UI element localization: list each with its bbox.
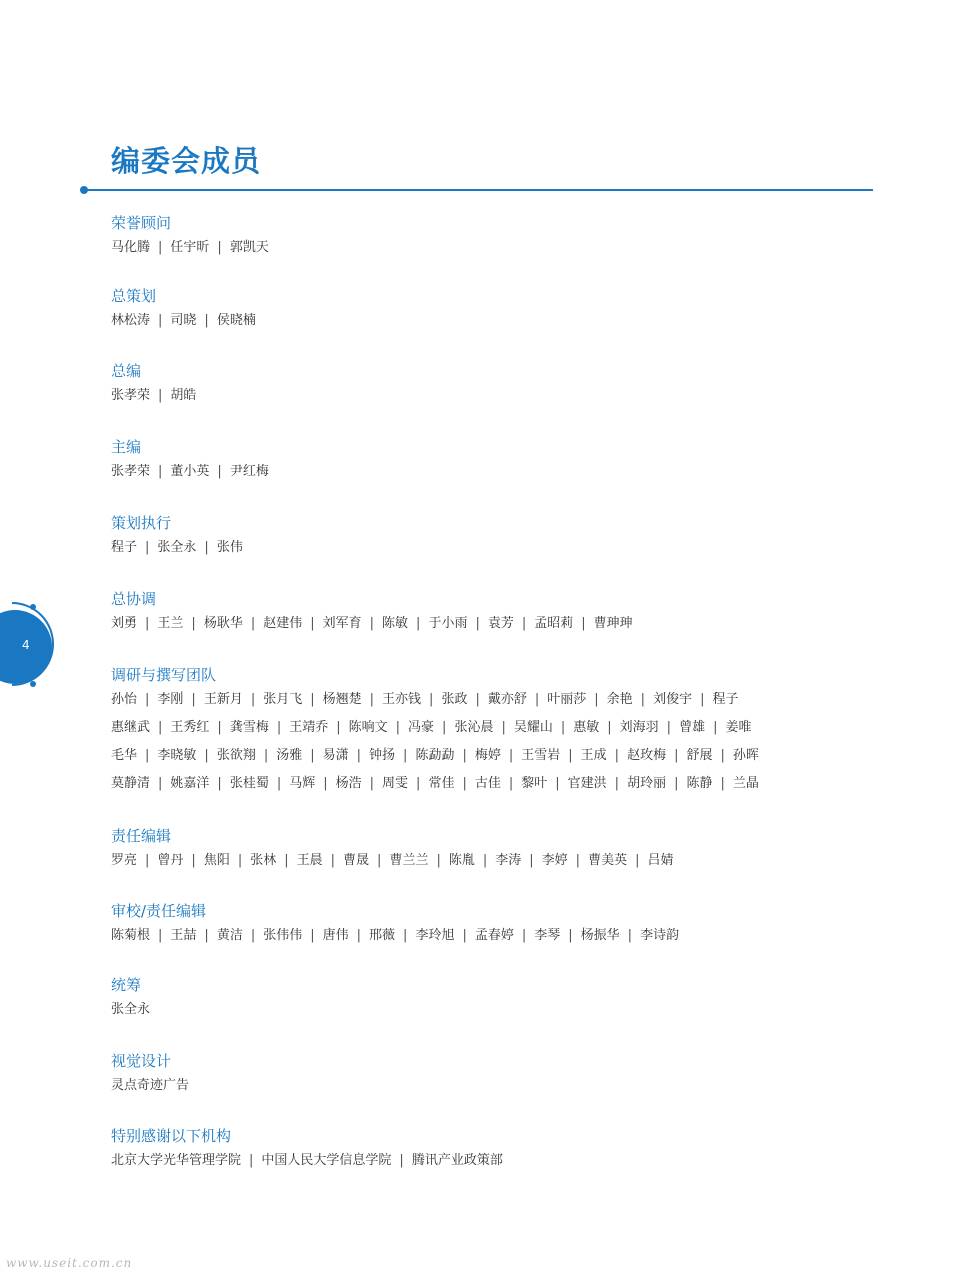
- member-name: 腾讯产业政策部: [411, 1153, 503, 1168]
- member-name: 李琴: [534, 928, 561, 943]
- name-separator: |: [568, 928, 573, 943]
- member-name: 任宇昕: [170, 240, 210, 255]
- name-separator: |: [403, 748, 408, 763]
- member-name: 曾雄: [679, 720, 706, 735]
- member-name: 张伟: [216, 540, 243, 555]
- member-name: 王兰: [157, 616, 184, 631]
- name-separator: |: [158, 928, 163, 943]
- member-name: 刘军育: [322, 616, 362, 631]
- member-name: 张政: [441, 692, 468, 707]
- member-name: 李涛: [495, 853, 522, 868]
- member-name: 刘海羽: [619, 720, 659, 735]
- member-name: 刘勇: [111, 616, 138, 631]
- watermark: www.useit.com.cn: [6, 1256, 133, 1270]
- section-title: 总编: [111, 362, 142, 380]
- member-name: 焦阳: [203, 853, 230, 868]
- name-separator: |: [369, 616, 375, 631]
- section-title: 策划执行: [111, 514, 172, 532]
- name-separator: |: [607, 720, 612, 735]
- member-name: 张全永: [157, 540, 197, 555]
- credits-section: [111, 213, 269, 267]
- member-name: 常佳: [428, 776, 455, 791]
- member-name: 刘俊宇: [653, 692, 693, 707]
- member-name: 马辉: [289, 776, 316, 791]
- member-name: 曾丹: [157, 853, 184, 868]
- names-row: [111, 387, 196, 405]
- name-separator: |: [666, 720, 672, 735]
- member-name: 张桂蜀: [229, 776, 269, 791]
- name-separator: |: [158, 464, 163, 479]
- name-separator: |: [204, 313, 209, 328]
- member-name: 惠敏: [573, 720, 600, 735]
- member-name: 王雪岩: [521, 748, 561, 763]
- name-separator: |: [158, 720, 163, 735]
- member-name: 孙晖: [732, 748, 759, 763]
- member-name: 李晓敏: [157, 748, 197, 763]
- name-separator: |: [356, 928, 362, 943]
- name-separator: |: [250, 928, 256, 943]
- name-separator: |: [369, 776, 375, 791]
- member-name: 胡皓: [170, 388, 197, 403]
- name-separator: |: [635, 853, 640, 868]
- names-row: [111, 539, 243, 557]
- credits-section: [111, 437, 269, 491]
- name-separator: |: [145, 540, 150, 555]
- name-separator: |: [336, 720, 341, 735]
- member-name: 程子: [111, 540, 138, 555]
- name-separator: |: [614, 748, 620, 763]
- member-name: 古佳: [474, 776, 501, 791]
- name-separator: |: [674, 748, 679, 763]
- name-separator: |: [462, 748, 467, 763]
- name-separator: |: [158, 240, 163, 255]
- name-separator: |: [575, 853, 581, 868]
- member-name: 袁芳: [487, 616, 514, 631]
- member-name: 胡玲丽: [627, 776, 667, 791]
- name-separator: |: [627, 928, 633, 943]
- member-name: 毛华: [111, 748, 138, 763]
- section-title: 审校/责任编辑: [111, 902, 207, 920]
- member-name: 张伟伟: [263, 928, 303, 943]
- member-name: 邢薇: [369, 928, 396, 943]
- member-name: 黄洁: [216, 928, 243, 943]
- member-name: 林松涛: [111, 313, 151, 328]
- name-separator: |: [529, 853, 534, 868]
- names-row: [111, 927, 679, 945]
- member-name: 李诗韵: [640, 928, 680, 943]
- names-row: [111, 852, 673, 870]
- member-name: 张全永: [111, 1002, 151, 1017]
- member-name: 舒展: [686, 748, 713, 763]
- member-name: 李玲旭: [415, 928, 455, 943]
- name-separator: |: [250, 616, 256, 631]
- name-separator: |: [204, 540, 209, 555]
- names-row: [111, 1001, 150, 1019]
- ring-dot-top: [30, 604, 36, 610]
- name-separator: |: [581, 616, 586, 631]
- member-name: 王靖乔: [289, 720, 329, 735]
- member-name: 程子: [712, 692, 739, 707]
- member-name: 戴亦舒: [487, 692, 527, 707]
- names-row: [111, 463, 269, 481]
- names-row: [111, 1077, 189, 1095]
- member-name: 王新月: [203, 692, 243, 707]
- name-separator: |: [416, 616, 421, 631]
- name-separator: |: [594, 692, 599, 707]
- name-separator: |: [713, 720, 718, 735]
- name-separator: |: [508, 748, 514, 763]
- name-separator: |: [508, 776, 514, 791]
- member-name: 姚嘉洋: [170, 776, 210, 791]
- member-name: 张林: [250, 853, 277, 868]
- name-separator: |: [217, 720, 222, 735]
- section-title: 主编: [111, 438, 142, 456]
- member-name: 兰晶: [732, 776, 759, 791]
- name-separator: |: [674, 776, 679, 791]
- member-name: 王成: [580, 748, 607, 763]
- name-separator: |: [204, 928, 209, 943]
- member-name: 叶丽莎: [547, 692, 587, 707]
- name-separator: |: [310, 928, 315, 943]
- names-row: [111, 1152, 503, 1170]
- name-separator: |: [568, 748, 573, 763]
- name-separator: |: [395, 720, 401, 735]
- member-name: 尹红梅: [229, 464, 269, 479]
- name-separator: |: [158, 313, 163, 328]
- section-title: 视觉设计: [111, 1052, 172, 1070]
- credits-section: [111, 826, 673, 880]
- page-number: 4: [22, 638, 30, 652]
- credits-section: [111, 1051, 189, 1105]
- credits-section: [111, 286, 256, 340]
- member-name: 钟扬: [369, 748, 396, 763]
- name-separator: |: [191, 853, 196, 868]
- name-separator: |: [330, 853, 336, 868]
- member-name: 官建洪: [567, 776, 607, 791]
- member-name: 冯豪: [408, 720, 435, 735]
- names-row: [111, 615, 633, 633]
- names-row: [111, 747, 759, 765]
- name-separator: |: [310, 692, 315, 707]
- member-name: 梅婷: [474, 748, 501, 763]
- member-name: 陈敏: [382, 616, 409, 631]
- member-name: 张沁晨: [454, 720, 494, 735]
- member-name: 杨振华: [580, 928, 620, 943]
- name-separator: |: [310, 748, 315, 763]
- name-separator: |: [399, 1153, 404, 1168]
- member-name: 孟春婷: [474, 928, 514, 943]
- member-name: 灵点奇迹广告: [111, 1078, 190, 1093]
- member-name: 于小雨: [428, 616, 468, 631]
- name-separator: |: [145, 692, 150, 707]
- member-name: 黎叶: [521, 776, 548, 791]
- name-separator: |: [403, 928, 408, 943]
- member-name: 陈勐勐: [415, 748, 455, 763]
- member-name: 侯晓楠: [216, 313, 256, 328]
- name-separator: |: [369, 692, 375, 707]
- member-name: 司晓: [170, 313, 197, 328]
- name-separator: |: [356, 748, 362, 763]
- member-name: 王亦钱: [382, 692, 422, 707]
- member-name: 周雯: [382, 776, 409, 791]
- name-separator: |: [249, 1153, 254, 1168]
- name-separator: |: [263, 748, 269, 763]
- name-separator: |: [217, 240, 222, 255]
- member-name: 曹晟: [343, 853, 370, 868]
- member-name: 吴耀山: [513, 720, 553, 735]
- member-name: 杨浩: [335, 776, 362, 791]
- member-name: 孙怡: [111, 692, 138, 707]
- name-separator: |: [158, 776, 163, 791]
- member-name: 中国人民大学信息学院: [261, 1153, 392, 1168]
- name-separator: |: [521, 928, 527, 943]
- member-name: 北京大学光华管理学院: [111, 1153, 242, 1168]
- section-title: 特别感谢以下机构: [111, 1127, 232, 1145]
- name-separator: |: [442, 720, 447, 735]
- credits-section: [111, 361, 196, 415]
- section-title: 总协调: [111, 590, 157, 608]
- name-separator: |: [158, 388, 163, 403]
- name-separator: |: [501, 720, 506, 735]
- member-name: 曹珅珅: [593, 616, 633, 631]
- name-separator: |: [560, 720, 566, 735]
- member-name: 李刚: [157, 692, 184, 707]
- member-name: 张欲翔: [216, 748, 256, 763]
- name-separator: |: [276, 720, 282, 735]
- name-separator: |: [436, 853, 441, 868]
- name-separator: |: [284, 853, 289, 868]
- name-separator: |: [720, 748, 725, 763]
- credits-section: [111, 665, 759, 803]
- name-separator: |: [217, 464, 222, 479]
- member-name: 曹兰兰: [389, 853, 429, 868]
- member-name: 王晨: [296, 853, 323, 868]
- name-separator: |: [720, 776, 725, 791]
- names-row: [111, 775, 759, 793]
- member-name: 陈胤: [448, 853, 475, 868]
- member-name: 龚雪梅: [229, 720, 269, 735]
- member-name: 曹美英: [588, 853, 628, 868]
- names-row: [111, 239, 269, 257]
- member-name: 董小英: [170, 464, 210, 479]
- member-name: 王喆: [170, 928, 197, 943]
- member-name: 陈菊根: [111, 928, 151, 943]
- credits-section: [111, 975, 150, 1029]
- page-title: 编委会成员: [111, 144, 262, 178]
- name-separator: |: [462, 928, 467, 943]
- section-title: 总策划: [111, 287, 157, 305]
- member-name: 姜唯: [725, 720, 752, 735]
- names-row: [111, 312, 256, 330]
- member-name: 张月飞: [263, 692, 303, 707]
- name-separator: |: [237, 853, 243, 868]
- name-separator: |: [145, 853, 150, 868]
- credits-section: [111, 1126, 503, 1180]
- names-row: [111, 691, 759, 709]
- name-separator: |: [191, 692, 196, 707]
- ring-dot-bottom: [30, 681, 36, 687]
- name-separator: |: [377, 853, 382, 868]
- member-name: 陈静: [686, 776, 713, 791]
- credits-section: [111, 901, 679, 955]
- member-name: 罗亮: [111, 853, 138, 868]
- name-separator: |: [614, 776, 620, 791]
- name-separator: |: [250, 692, 256, 707]
- credits-section: [111, 513, 243, 567]
- section-title: 调研与撰写团队: [111, 666, 217, 684]
- name-separator: |: [145, 748, 150, 763]
- name-separator: |: [521, 616, 527, 631]
- member-name: 王秀红: [170, 720, 210, 735]
- title-rule: [84, 189, 873, 191]
- member-name: 李婷: [541, 853, 568, 868]
- member-name: 赵玫梅: [627, 748, 667, 763]
- member-name: 易潇: [322, 748, 349, 763]
- name-separator: |: [555, 776, 560, 791]
- name-separator: |: [310, 616, 315, 631]
- member-name: 张孝荣: [111, 464, 151, 479]
- member-name: 莫静清: [111, 776, 151, 791]
- name-separator: |: [145, 616, 150, 631]
- credits-section: [111, 589, 633, 643]
- name-separator: |: [217, 776, 222, 791]
- name-separator: |: [204, 748, 209, 763]
- section-title: 统筹: [111, 976, 142, 994]
- name-separator: |: [416, 776, 421, 791]
- member-name: 马化腾: [111, 240, 151, 255]
- name-separator: |: [323, 776, 328, 791]
- member-name: 赵建伟: [263, 616, 303, 631]
- name-separator: |: [429, 692, 434, 707]
- name-separator: |: [640, 692, 646, 707]
- names-row: [111, 719, 759, 737]
- name-separator: |: [276, 776, 282, 791]
- member-name: 余艳: [606, 692, 633, 707]
- name-separator: |: [534, 692, 540, 707]
- section-title: 荣誉顾问: [111, 214, 172, 232]
- member-name: 杨翘楚: [322, 692, 362, 707]
- name-separator: |: [475, 616, 480, 631]
- name-separator: |: [475, 692, 480, 707]
- member-name: 孟昭莉: [534, 616, 574, 631]
- member-name: 杨耿华: [203, 616, 243, 631]
- member-name: 汤雅: [276, 748, 303, 763]
- section-title: 责任编辑: [111, 827, 172, 845]
- member-name: 吕婧: [647, 853, 674, 868]
- member-name: 郭凯天: [229, 240, 269, 255]
- name-separator: |: [700, 692, 705, 707]
- name-separator: |: [191, 616, 196, 631]
- name-separator: |: [462, 776, 467, 791]
- member-name: 惠继武: [111, 720, 151, 735]
- name-separator: |: [482, 853, 488, 868]
- member-name: 唐伟: [322, 928, 349, 943]
- member-name: 张孝荣: [111, 388, 151, 403]
- member-name: 陈响文: [348, 720, 388, 735]
